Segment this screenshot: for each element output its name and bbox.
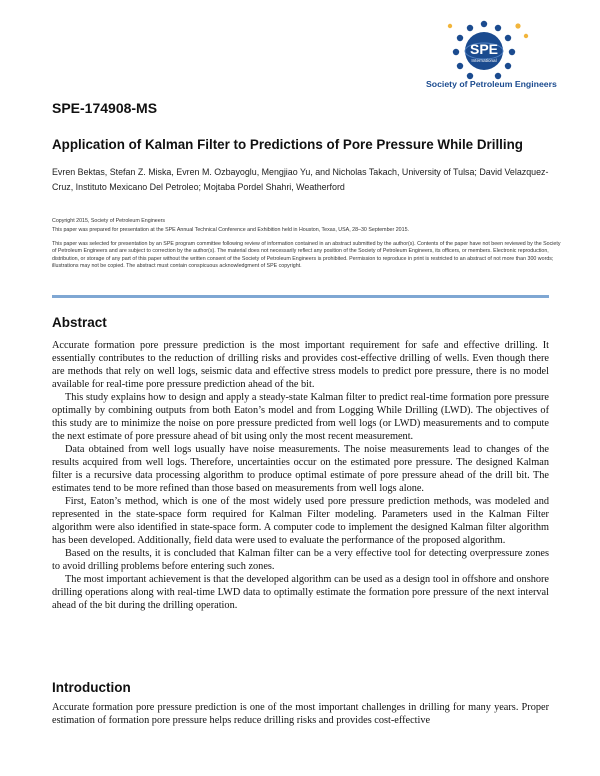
logo-dot	[495, 25, 501, 31]
logo-dot	[457, 63, 463, 69]
copyright-line: Copyright 2015, Society of Petroleum Engineers	[52, 218, 166, 224]
paper-title: Application of Kalman Filter to Predictions of Pore Pressure While Drilling	[52, 137, 523, 152]
abstract-paragraph: Data obtained from well logs usually have noise measurements. The noise measurements lead to changes of the results acquired from well logs. Therefore, uncertainties occur on the estimated pore pressure. The designed Kalman filter is a recursive data processing algorithm to produce optimal estimate of pore pressure ahead of the drill bit. The estimates tend to be more refined than those based on measurements from well logs alone.	[52, 444, 549, 494]
presentation-note: This paper was prepared for presentation at the SPE Annual Technical Conference and Exhibition held in Houston, Texas, USA, 28–30 September 2015.	[52, 227, 409, 233]
logo-letters: SPE	[469, 41, 499, 57]
introduction-paragraph: Accurate formation pore pressure prediction is one of the most important challenges in drilling for many years. Proper estimation of formation pore pressure helps reduce drilling risks and provides cost-effective	[52, 702, 549, 726]
logo-dot-accent	[515, 23, 520, 28]
logo-dot-accent	[448, 24, 452, 28]
review-notice: This paper was selected for presentation by an SPE program committee following review of information contained in an abstract submitted by the author(s). Contents of the paper have not been reviewed by the Society of Petroleum Engineers and are subject to correction by the author(s). The material does not necessarily reflect any position of the Society of Petroleum Engineers, its officers, or members. Electronic reproduction, distribution, or storage of any part of this paper without the written consent of the Society of Petroleum Engineers is prohibited. Permission to reproduce in print is restricted to an abstract of not more than 300 words; illustrations may not be copied. The abstract must contain conspicuous acknowledgment of SPE copyright.	[52, 241, 561, 270]
logo-dot-accent	[524, 34, 528, 38]
abstract-paragraph: Based on the results, it is concluded that Kalman filter can be a very effective tool for detecting overpressure zones to avoid drilling problems before entering such zones.	[52, 548, 549, 572]
abstract-paragraph: This study explains how to design and apply a steady-state Kalman filter to predict real-time formation pore pressure optimally by combining outputs from both Eaton’s model and from Logging While Drilling (LWD). The objectives of this study are to minimize the noise on pore pressure predicted from well logs (or LWD) measurements and to compute the next estimate of pore pressure ahead of bit using only the most recent measurement.	[52, 392, 549, 442]
abstract-heading: Abstract	[52, 315, 107, 330]
paper-id: SPE-174908-MS	[52, 100, 158, 116]
introduction-heading: Introduction	[52, 680, 131, 695]
logo-dot	[481, 21, 487, 27]
logo-dot	[453, 49, 459, 55]
logo-dot	[457, 35, 463, 41]
abstract-body	[52, 339, 549, 612]
logo-dot	[505, 63, 511, 69]
abstract-paragraph: First, Eaton’s method, which is one of the most widely used pore pressure prediction methods, was modeled and represented in the state-space form required for Kalman Filter modeling. Parameters used in the Kalman Filter algorithm were also identified in state-space form. A computer code to implement the designed Kalman filter algorithm has been developed. Additionally, field data were used to evaluate the performance of the proposed algorithm.	[52, 496, 549, 546]
logo-sub: International	[471, 58, 497, 63]
abstract-paragraph: Accurate formation pore pressure prediction is the most important requirement for safe and effective drilling. It essentially contributes to the reduction of drilling risks and provides cost-effective drilling of wells. Even though there are methods that rely on well logs, seismic data and effective stress models to predict pore pressure, there is no model available for real-time pore pressure prediction ahead of the bit.	[52, 340, 549, 390]
logo-dot	[467, 25, 473, 31]
logo-dot	[505, 35, 511, 41]
abstract-paragraph: The most important achievement is that the developed algorithm can be used as a design tool in offshore and onshore drilling operations along with real-time LWD data to optimally estimate the formation pore pressure of the next interval ahead of the bit during the drilling operation.	[52, 574, 549, 611]
author-list: Evren Bektas, Stefan Z. Miska, Evren M. Ozbayoglu, Mengjiao Yu, and Nicholas Takach, University of Tulsa; David Velazquez-Cruz, Instituto Mexicano Del Petroleo; Mojtaba Pordel Shahri, Weatherford	[52, 167, 549, 192]
section-divider	[52, 295, 549, 298]
logo-dot	[509, 49, 515, 55]
logo-org-name: Society of Petroleum Engineers	[426, 79, 557, 89]
introduction-body	[52, 701, 549, 727]
